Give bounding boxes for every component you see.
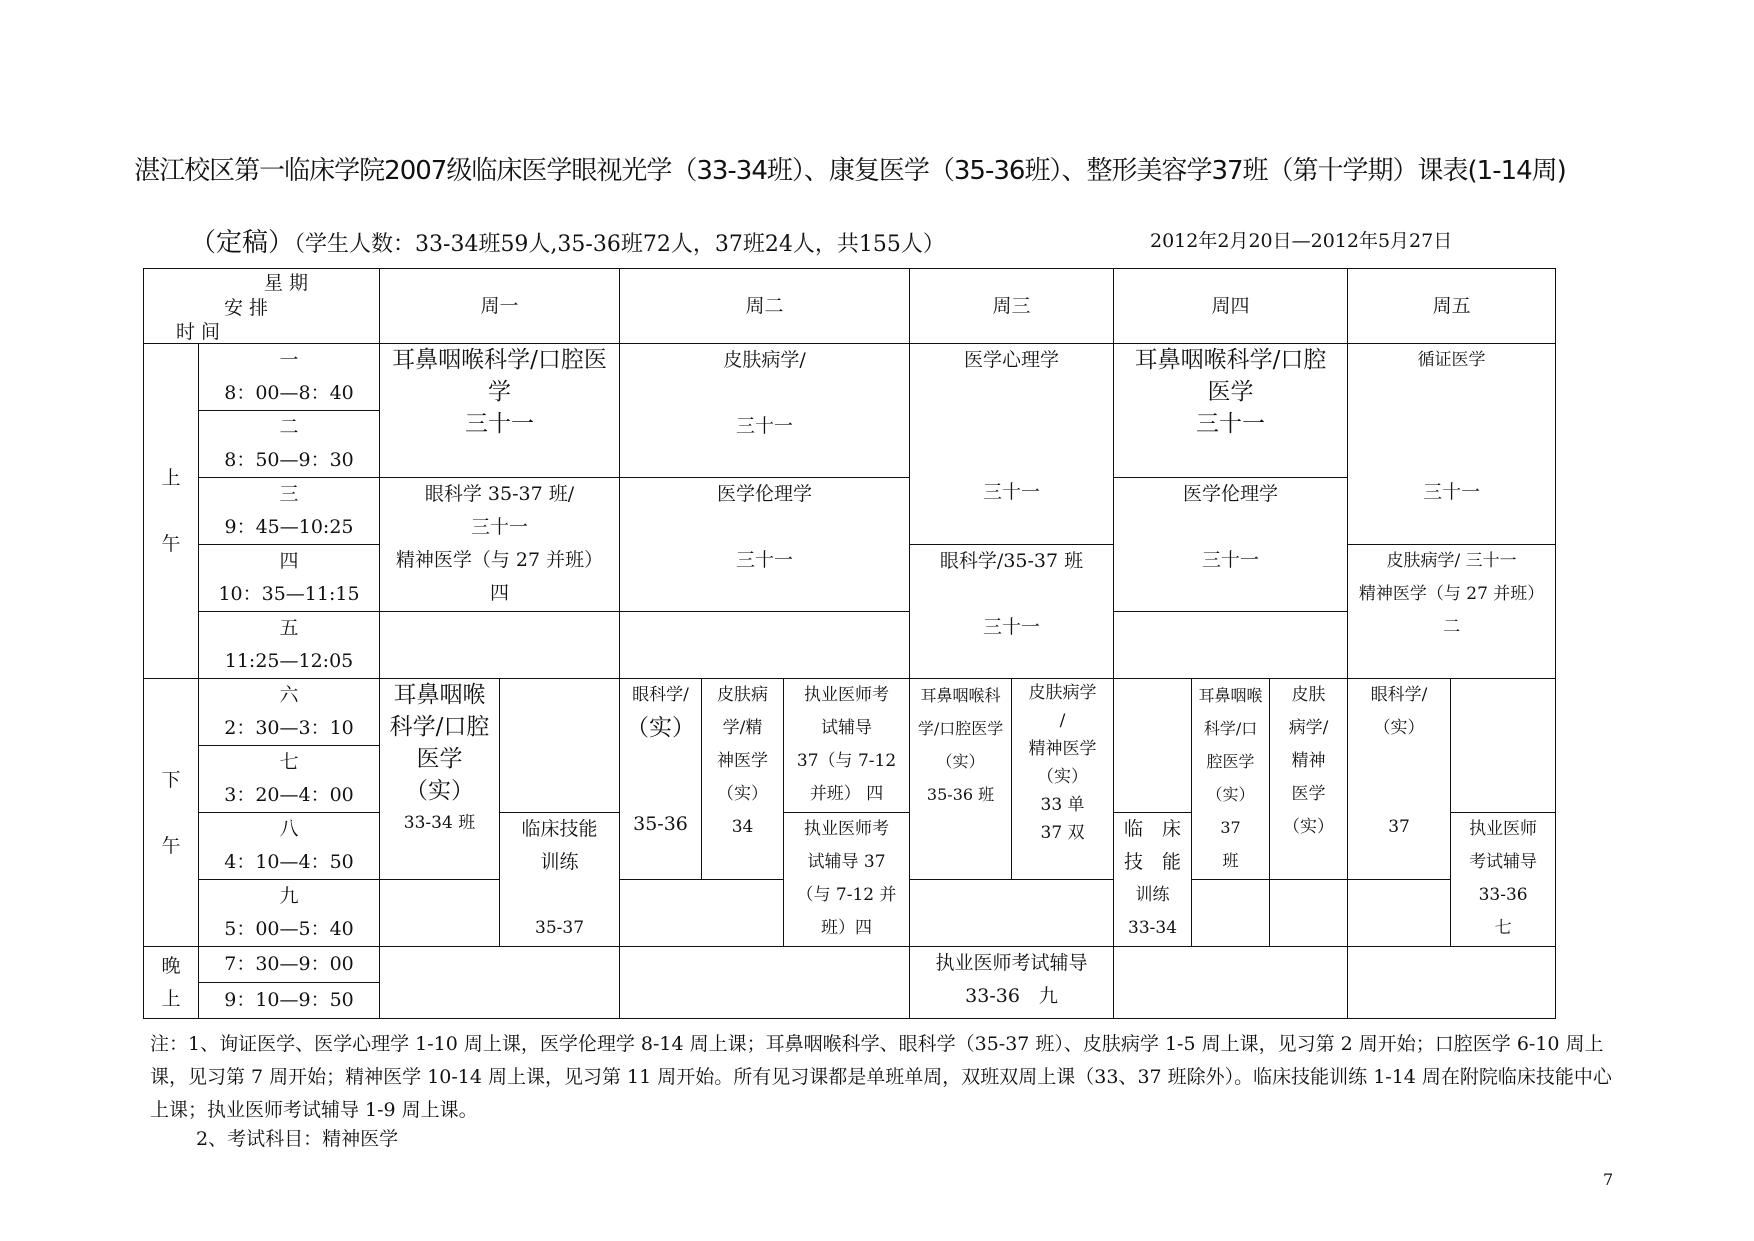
header-wednesday: 周三 [910, 269, 1114, 344]
page-number: 7 [1603, 1170, 1614, 1189]
period-7: 七 3：20—4：00 [199, 746, 380, 813]
cell-mon-pm-skills: 临床技能 训练 35-37 [500, 813, 620, 947]
cell-wed-am13: 医学心理学 三十一 [910, 344, 1114, 545]
schedule-table [143, 268, 1556, 1019]
cell-tue-pm-eye: 眼科学/ （实） 35-36 [620, 679, 702, 880]
period-8: 八 4：10—4：50 [199, 813, 380, 880]
cell-mon-p5-empty [380, 612, 620, 679]
evening-period-2: 9：10—9：50 [199, 983, 380, 1019]
cell-tue-pm-exam2: 执业医师考 试辅导 37 （与 7-12 并 班）四 [784, 813, 910, 947]
section-afternoon [144, 679, 199, 947]
cell-mon-pm-empty [500, 679, 620, 813]
header-monday: 周一 [380, 269, 620, 344]
student-count: （学生人数：33-34班59人,35-36班72人，37班24人，共155人） [294, 232, 945, 257]
cell-thu-am12: 耳鼻咽喉科学/口腔 医学 三十一 [1114, 344, 1348, 478]
period-1 [199, 344, 380, 411]
cell-mon-am34: 眼科学 35-37 班/ 三十一 精神医学（与 27 并班） 四 [380, 478, 620, 612]
cell-fri-am45: 皮肤病学/ 三十一 精神医学（与 27 并班） 二 [1348, 545, 1556, 679]
header-tuesday: 周二 [620, 269, 910, 344]
cell-tue-p9-empty [620, 880, 784, 947]
section-afternoon-char1: 下 [161, 768, 181, 791]
period-4: 四 10：35—11:15 [199, 545, 380, 612]
cell-wed-pm-ent: 耳鼻咽喉科 学/口腔医学 （实） 35-36 班 [910, 679, 1012, 880]
corner-weekday: 星 期 [264, 272, 309, 294]
date-range: 2012年2月20日—2012年5月27日 [1150, 230, 1453, 252]
header-friday: 周五 [1348, 269, 1556, 344]
period-2: 二 8：50—9：30 [199, 411, 380, 478]
cell-fri-eve [1348, 947, 1556, 1019]
cell-wed-am45: 眼科学/35-37 班 三十一 [910, 545, 1114, 679]
header-corner [144, 269, 380, 344]
cell-mon-am12: 耳鼻咽喉科学/口腔医 学 三十一 [380, 344, 620, 478]
cell-mon-eve [380, 947, 620, 1019]
cell-tue-am34: 医学伦理学 三十一 [620, 478, 910, 612]
cell-tue-eve [620, 947, 910, 1019]
evening-period-1: 7：30—9：00 [199, 947, 380, 983]
period-5: 五 11:25—12:05 [199, 612, 380, 679]
period-3: 三 9：45—10:25 [199, 478, 380, 545]
period-num: 一 [279, 349, 299, 371]
subtitle-status-line [190, 222, 945, 259]
cell-tue-pm-exam1: 执业医师考 试辅导 37（与 7-12 并班） 四 [784, 679, 910, 813]
cell-thu-p9-empty2 [1270, 880, 1348, 947]
section-evening [144, 947, 199, 1019]
corner-time: 时 间 [176, 321, 221, 343]
period-6: 六 2：30—3：10 [199, 679, 380, 746]
cell-tue-pm-derm: 皮肤病 学/精 神医学 （实） 34 [702, 679, 784, 880]
cell-wed-p9-empty [910, 880, 1114, 947]
header-thursday: 周四 [1114, 269, 1348, 344]
note-1: 注：1、询证医学、医学心理学 1-10 周上课，医学伦理学 8-14 周上课；耳鼻咽喉科学、眼科学（35-37 班）、皮肤病学 1-5 周上课，见习第 2 周开始；口腔医学 6-10 周上课，见习第 7 周开始；精神医学 10-14 周上课，见习第 11 周开始。所有见习课都是单班单周，双班双周上课（33、37 班除外）。临床技能训练 1-14 周在附院临床技能中心上课；执业医师考试辅导 1-9 周上课。 [150, 1033, 1612, 1121]
period-time: 8：00—8：40 [224, 382, 354, 404]
cell-thu-pm-skills: 临 床 技 能 训练 33-34 [1114, 813, 1192, 947]
cell-thu-pm-empty [1114, 679, 1192, 813]
cell-wed-pm-derm: 皮肤病学 / 精神医学 （实） 33 单 37 双 [1012, 679, 1114, 880]
cell-fri-p9-empty [1348, 880, 1451, 947]
status-label: （定稿） [190, 228, 295, 258]
section-afternoon-char2: 午 [161, 834, 181, 857]
cell-tue-am12: 皮肤病学/ 三十一 [620, 344, 910, 478]
cell-thu-eve [1114, 947, 1348, 1019]
section-morning-char2: 午 [161, 533, 181, 555]
cell-fri-am13: 循证医学 三十一 [1348, 344, 1556, 545]
corner-arrange: 安 排 [224, 297, 269, 319]
cell-thu-p9-empty1 [1192, 880, 1270, 947]
section-morning-char1: 上 [161, 467, 181, 489]
note-2: 2、考试科目：精神医学 [196, 1128, 399, 1150]
cell-fri-pm-exam: 执业医师 考试辅导 33-36 七 [1451, 813, 1556, 947]
cell-thu-pm-derm: 皮肤 病学/ 精神 医学 （实） [1270, 679, 1348, 880]
cell-fri-pm-eye: 眼科学/ （实） 37 [1348, 679, 1451, 880]
cell-fri-pm-empty [1451, 679, 1556, 813]
period-9: 九 5：00—5：40 [199, 880, 380, 947]
cell-mon-pm-lab: 耳鼻咽喉 科学/口腔 医学 （实） 33-34 班 [380, 679, 500, 880]
section-evening-char2: 上 [161, 987, 181, 1010]
cell-mon-p9-empty [380, 880, 500, 947]
cell-wed-eve: 执业医师考试辅导 33-36 九 [910, 947, 1114, 1019]
cell-tue-p5-empty [620, 612, 910, 679]
section-morning [144, 344, 199, 679]
page-title: 湛江校区第一临床学院2007级临床医学眼视光学（33-34班）、康复医学（35-36班）、整形美容学37班（第十学期）课表(1-14周) [134, 156, 1566, 186]
cell-thu-am34: 医学伦理学 三十一 [1114, 478, 1348, 612]
cell-thu-p5-empty [1114, 612, 1348, 679]
section-evening-char1: 晚 [161, 954, 181, 977]
cell-thu-pm-ent: 耳鼻咽喉 科学/口 腔医学 （实） 37 班 [1192, 679, 1270, 880]
